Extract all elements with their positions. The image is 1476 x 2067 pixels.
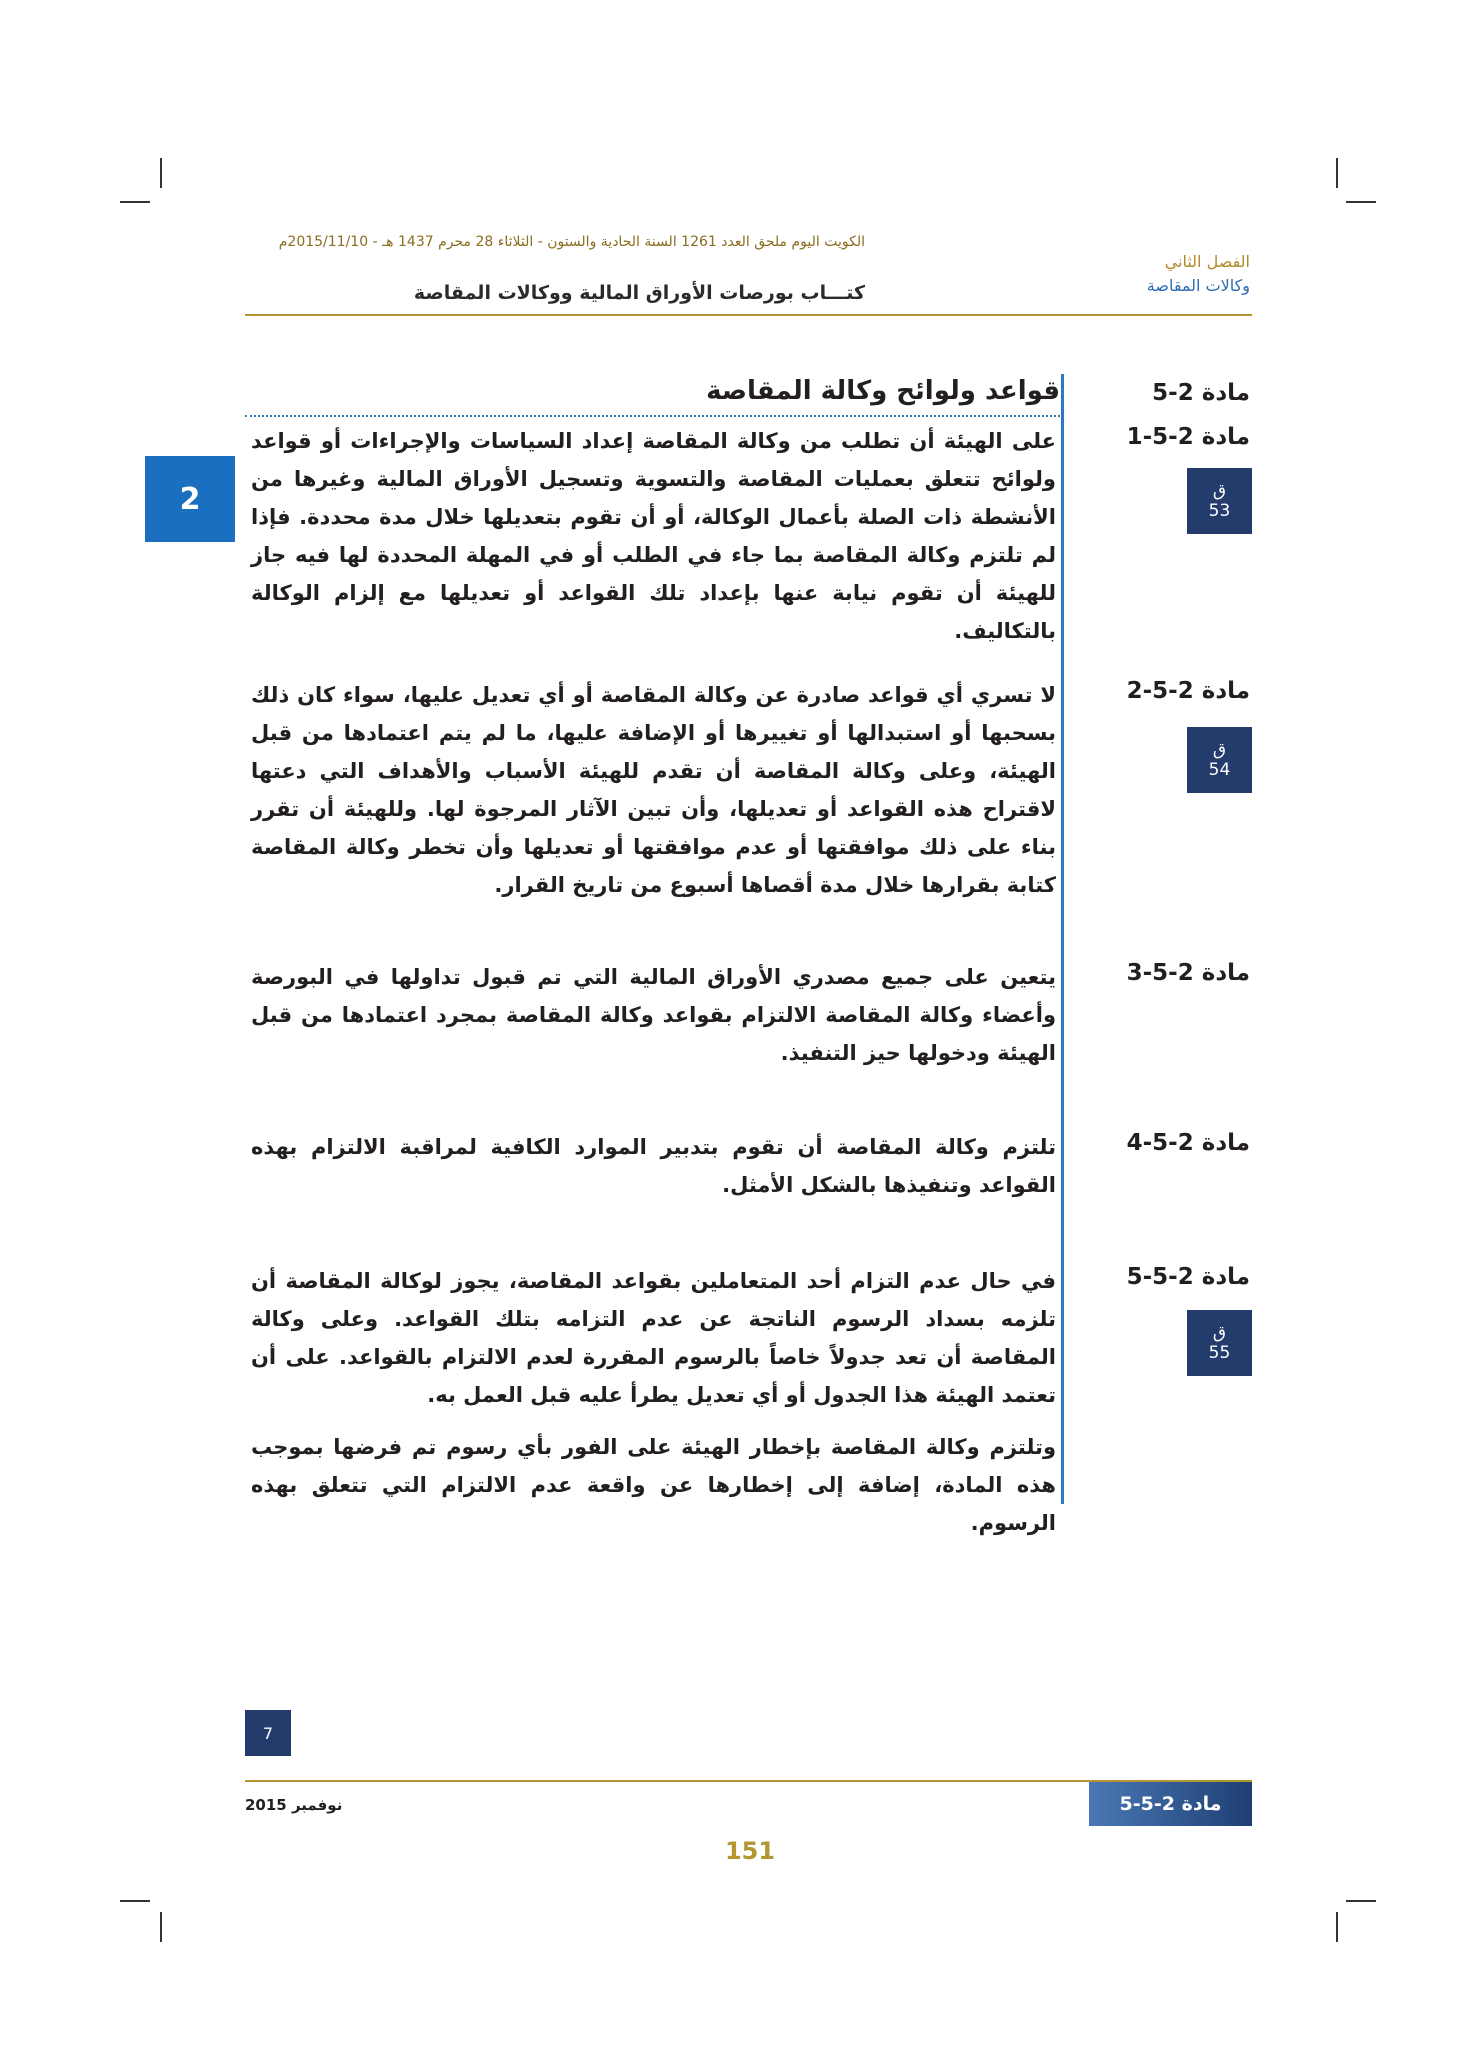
- crop-mark: [120, 1900, 150, 1902]
- header-divider: [245, 314, 1252, 316]
- chapter-heading: [1050, 250, 1250, 298]
- crop-mark: [1346, 1900, 1376, 1902]
- section-title: قواعد ولوائح وكالة المقاصة: [706, 376, 1060, 406]
- article-text: يتعين على جميع مصدري الأوراق المالية التي تم قبول تداولها في البورصة وأعضاء وكالة المقاصة الالتزام بقواعد وكالة المقاصة بمجرد اعتمادها من قبل الهيئة ودخولها حيز التنفيذ.: [251, 965, 1056, 1065]
- publication-line: الكويت اليوم ملحق العدد 1261 السنة الحادية والستون - الثلاثاء 28 محرم 1437 هـ - 2015/11/10م: [278, 234, 865, 250]
- article-label: مادة 2-5-3: [1126, 960, 1250, 986]
- chapter-title: الفصل الثاني: [1164, 252, 1250, 271]
- article-text: وتلتزم وكالة المقاصة بإخطار الهيئة على الفور بأي رسوم تم فرضها بموجب هذه المادة، إضافة إلى إخطارها عن واقعة عدم الالتزام التي تتعلق بهذه الرسوم.: [251, 1435, 1056, 1535]
- article-text: تلتزم وكالة المقاصة أن تقوم بتدبير الموارد الكافية لمراقبة الالتزام بهذه القواعد وتنفيذها بالشكل الأمثل.: [251, 1135, 1056, 1197]
- law-reference-box: [1187, 1310, 1252, 1376]
- article-label: مادة 2-5-2: [1126, 678, 1250, 704]
- column-divider: [1061, 374, 1064, 1504]
- law-reference-letter: ق: [1212, 740, 1227, 760]
- crop-mark: [160, 1912, 162, 1942]
- law-reference-number: 55: [1208, 1343, 1231, 1363]
- article-label: مادة 2-5-4: [1126, 1130, 1250, 1156]
- section-label: مادة 2-5: [1152, 380, 1250, 406]
- law-reference-letter: ق: [1212, 481, 1227, 501]
- chapter-subtitle: وكالات المقاصة: [1146, 276, 1250, 295]
- section-dotted-divider: [245, 415, 1060, 417]
- law-reference-box: [1187, 468, 1252, 534]
- footer-date: نوفمبر 2015: [245, 1796, 343, 1814]
- law-reference-number: 54: [1208, 760, 1231, 780]
- footer-article-tag: مادة 2-5-5: [1089, 1782, 1252, 1826]
- book-title: كتـــاب بورصات الأوراق المالية ووكالات المقاصة: [413, 282, 865, 304]
- crop-mark: [1336, 158, 1338, 188]
- law-reference-number: 53: [1208, 501, 1231, 521]
- footer-box-number: 7: [245, 1710, 291, 1756]
- article-text: على الهيئة أن تطلب من وكالة المقاصة إعداد السياسات والإجراءات أو قواعد ولوائح تتعلق بعمليات المقاصة والتسوية وتسجيل الأوراق المالية وغيرها من الأنشطة ذات الصلة بأعمال الوكالة، أو أن تقوم بتعديلها خلال مدة محددة. فإذا لم تلتزم وكالة المقاصة بما جاء في الطلب أو في المهلة المحددة لها فيه جاز للهيئة أن تقوم نيابة عنها بإعداد تلك القواعد أو تعديلها مع إلزام الوكالة بالتكاليف.: [251, 429, 1056, 643]
- crop-mark: [160, 158, 162, 188]
- article-text: لا تسري أي قواعد صادرة عن وكالة المقاصة أو أي تعديل عليها، سواء كان ذلك بسحبها أو استبدالها أو تغييرها أو الإضافة عليها، ما لم يتم اعتمادها من قبل الهيئة، وعلى وكالة المقاصة أن تقدم للهيئة الأسباب والأهداف التي دعتها لاقتراح هذه القواعد أو تعديلها، وأن تبين الآثار المرجوة لها. وللهيئة أن تقرر بناء على ذلك موافقتها أو عدم موافقتها أو تعديلها وأن تخطر وكالة المقاصة كتابة بقرارها خلال مدة أقصاها أسبوع من تاريخ القرار.: [251, 683, 1056, 897]
- article-text: في حال عدم التزام أحد المتعاملين بقواعد المقاصة، يجوز لوكالة المقاصة أن تلزمه بسداد الرسوم الناتجة عن عدم التزامه بتلك القواعد. وعلى وكالة المقاصة أن تعد جدولاً خاصاً بالرسوم المقررة لعدم الالتزام بالقواعد. على أن تعتمد الهيئة هذا الجدول أو أي تعديل يطرأ عليه قبل العمل به.: [251, 1269, 1056, 1407]
- law-reference-box: [1187, 727, 1252, 793]
- crop-mark: [120, 201, 150, 203]
- crop-mark: [1336, 1912, 1338, 1942]
- chapter-side-tab: 2: [145, 456, 235, 542]
- article-label: مادة 2-5-5: [1126, 1264, 1250, 1290]
- crop-mark: [1346, 201, 1376, 203]
- page-number: 151: [724, 1837, 776, 1865]
- article-label: مادة 2-5-1: [1126, 424, 1250, 450]
- law-reference-letter: ق: [1212, 1323, 1227, 1343]
